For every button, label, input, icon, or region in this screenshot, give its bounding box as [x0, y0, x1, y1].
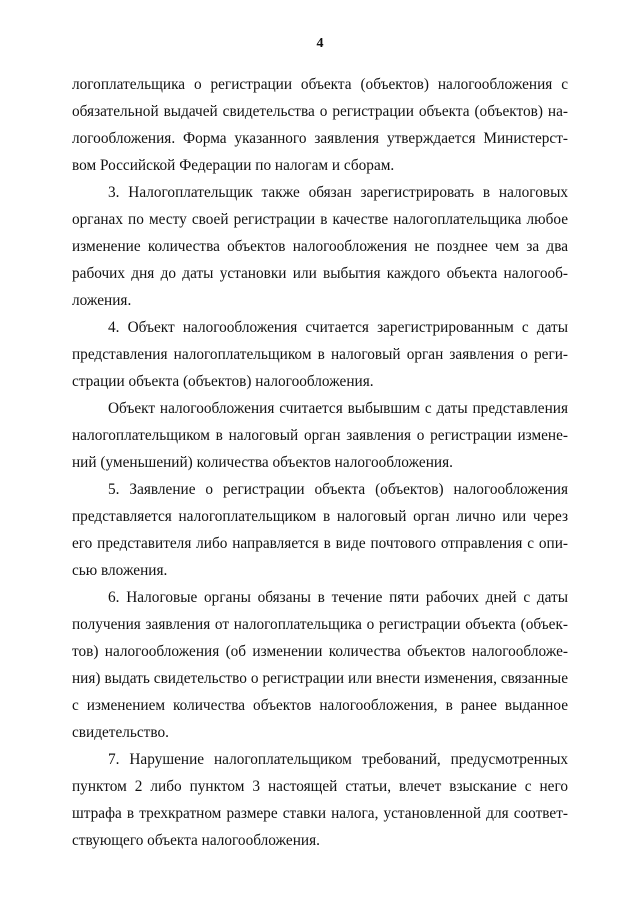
text-line: ния) выдать свидетельство о регистрации или внести изменения, связанные — [72, 670, 568, 687]
text-line: 5. Заявление о регистрации объекта (объектов) налогообложения — [108, 481, 568, 498]
text-line: с изменением количества объектов налогообложения, в ранее выданное — [72, 697, 568, 714]
text-line: ствующего объекта налогообложения. — [72, 832, 320, 849]
text-line: сью вложения. — [72, 562, 168, 579]
page-number: 4 — [316, 36, 324, 51]
text-line: 6. Налоговые органы обязаны в течение пяти рабочих дней с даты — [108, 589, 568, 606]
text-line: 3. Налогоплательщик также обязан зарегистрировать в налоговых — [108, 184, 568, 201]
text-line: логообложения. Форма указанного заявления утверждается Министерст- — [72, 130, 568, 147]
text-line: представляется налогоплательщиком в налоговый орган лично или через — [72, 508, 568, 525]
text-line: страции объекта (объектов) налогообложения. — [72, 373, 374, 390]
text-line: ний (уменьшений) количества объектов налогообложения. — [72, 454, 453, 471]
text-line: рабочих дня до даты установки или выбытия каждого объекта налогооб- — [72, 265, 568, 282]
text-line: органах по месту своей регистрации в качестве налогоплательщика любое — [72, 211, 568, 228]
text-line: получения заявления от налогоплательщика о регистрации объекта (объек- — [72, 616, 568, 633]
text-line: его представителя либо направляется в виде почтового отправления с опи- — [72, 535, 568, 552]
text-line: штрафа в трехкратном размере ставки налога, установленной для соответ- — [72, 805, 568, 822]
text-line: свидетельство. — [72, 724, 169, 741]
text-line: ложения. — [72, 292, 132, 309]
text-line: тов) налогообложения (об изменении количества объектов налогообложе- — [72, 643, 568, 660]
text-line: логоплательщика о регистрации объекта (объектов) налогообложения с — [72, 76, 568, 93]
text-line: обязательной выдачей свидетельства о регистрации объекта (объектов) на- — [72, 103, 568, 120]
text-line: налогоплательщиком в налоговый орган заявления о регистрации измене- — [72, 427, 568, 444]
text-line: представления налогоплательщиком в налоговый орган заявления о реги- — [72, 346, 568, 363]
text-line: 4. Объект налогообложения считается зарегистрированным с даты — [108, 319, 568, 336]
text-line: Объект налогообложения считается выбывшим с даты представления — [108, 400, 568, 417]
text-line: 7. Нарушение налогоплательщиком требований, предусмотренных — [108, 751, 568, 768]
text-line: пунктом 2 либо пунктом 3 настоящей статьи, влечет взыскание с него — [72, 778, 568, 795]
text-line: изменение количества объектов налогообложения не позднее чем за два — [72, 238, 568, 255]
text-line: вом Российской Федерации по налогам и сборам. — [72, 157, 395, 174]
